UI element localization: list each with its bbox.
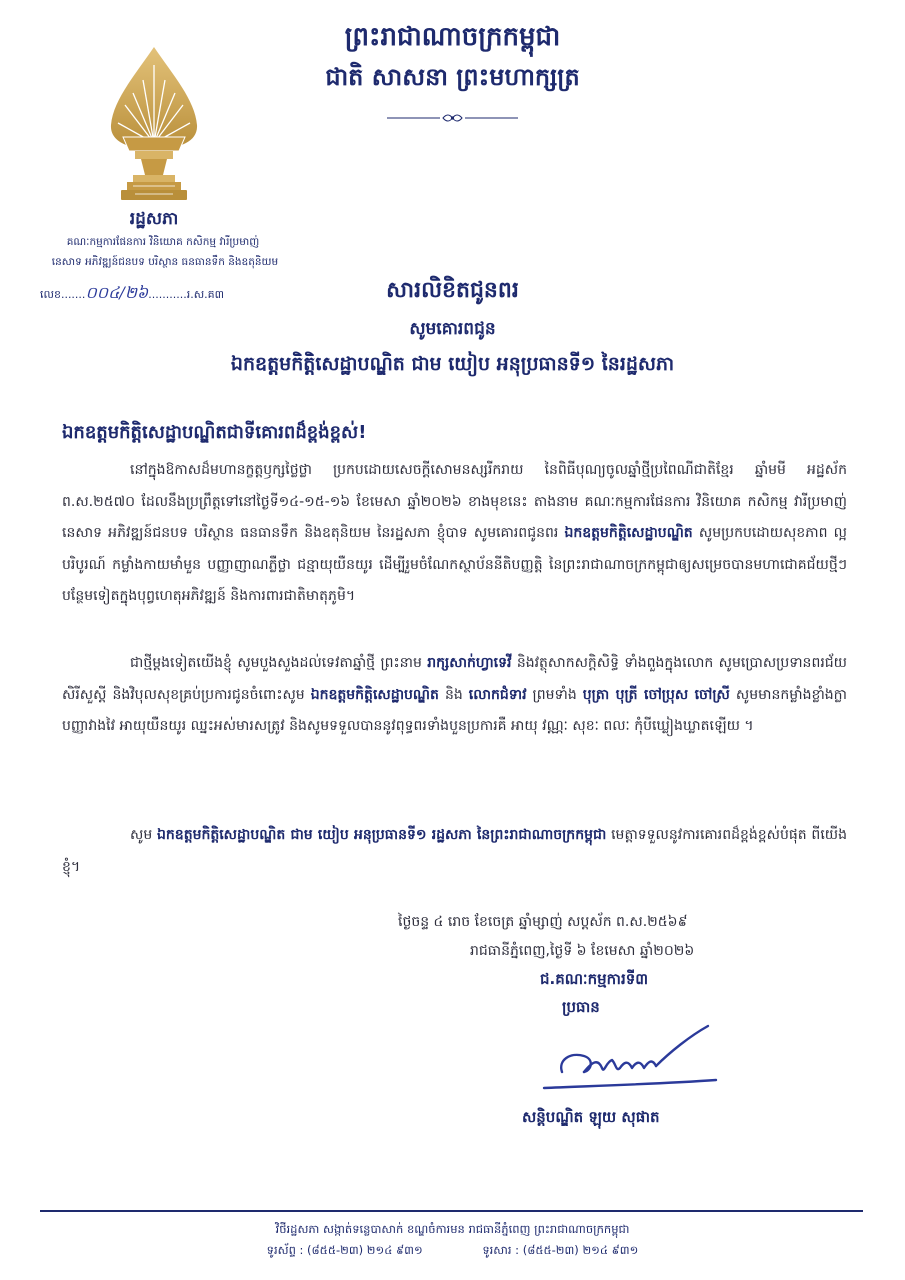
p2-text-e: សូមមានកម្លាំងខ្លាំងក្លា បញ្ញាវាងវៃ អាយុយឺនយូរ ឈ្នះអស់មារសត្រូវ និងសូមទទួលបាននូវពុទ្ធពរទាំងបួនប្រការគឺ អាយុ វណ្ណៈ សុខៈ ពលៈ កុំបីឃ្លៀងឃ្លាតឡើយ ។ (62, 686, 848, 734)
lunar-date: ថ្ងៃចន្ទ ៤ រោច ខែចេត្រ ឆ្នាំម្សាញ់ សប្តស័ក ព.ស.២៥៦៩ (398, 914, 688, 930)
paragraph-2 (62, 648, 847, 743)
p2-bold-1: រាក្សសាក់ហ្វាទេវី (427, 655, 512, 671)
institution-name: រដ្ឋសភា (129, 209, 179, 229)
national-assembly-emblem-icon (105, 45, 203, 205)
paragraph-1 (62, 455, 847, 613)
p2-bold-3: លោកជំទាវ (468, 686, 527, 703)
signatory-role: ប្រធាន (562, 998, 600, 1016)
paragraph-3 (62, 820, 847, 883)
committee-name-line2: នេសាទ អភិវឌ្ឍន៍ជនបទ បរិស្ថាន ធនធានទឹក និងឧតុនិយម (51, 256, 279, 268)
footer-phone: ទូរស័ព្ទ : (៨៥៥-២៣) ២១៤ ៩៣១ (266, 1243, 423, 1257)
national-motto: ជាតិ សាសនា ព្រះមហាក្សត្រ (325, 63, 580, 91)
signatory-title: ជ.គណៈកម្មការទី៣ (540, 970, 649, 988)
salutation: ឯកឧត្តមកិត្តិសេដ្ឋាបណ្ឌិតជាទីគោរពដ៏ខ្ពង់ខ្ពស់! (62, 422, 367, 443)
ref-prefix: លេខ....... (40, 288, 86, 301)
recipient-line: ឯកឧត្តមកិត្តិសេដ្ឋាបណ្ឌិត ជាម យៀប អនុប្រធានទី១ នៃរដ្ឋសភា (230, 353, 675, 375)
footer-contacts (0, 1243, 905, 1260)
p2-bold-4: បុត្រា បុត្រី ចៅប្រុស ចៅស្រី (582, 686, 730, 703)
letter-title: សារលិខិតជូនពរ (386, 278, 519, 303)
ornament-divider-icon (385, 112, 520, 124)
p2-text-a: ជាថ្មីម្ដងទៀតយើងខ្ញុំ សូមបួងសួងដល់ទេវតាឆ្នាំថ្មី ព្រះនាម (130, 655, 428, 671)
p2-bold-2: ឯកឧត្តមកិត្តិសេដ្ឋាបណ្ឌិត (310, 686, 439, 703)
p1-text-b: សូមប្រកបដោយសុខភាព ល្អបរិបូរណ៍ កម្លាំងកាយមាំមួន បញ្ញាញាណភ្លឺថ្លា ជន្មាយុយឺនយូរ ដើម្បីរួមចំណែកស្ថាប័ននីតិបញ្ញត្តិ នៃព្រះរាជាណាចក្រកម្ពុជាឲ្យសម្រេចបានមហាជោគជ័យថ្មីៗ បន្ថែមទៀតក្នុងបុព្វហេតុអភិវឌ្ឍន៍ និងការពារជាតិមាតុភូមិ។ (62, 525, 847, 604)
p3-text-b: មេត្តាទទួលនូវការគោរពដ៏ខ្ពង់ខ្ពស់បំផុត ពីយើងខ្ញុំ។ (62, 827, 847, 875)
solar-date: រាជធានីភ្នំពេញ,ថ្ងៃទី ៦ ខែមេសា ឆ្នាំ២០២៦ (470, 943, 695, 959)
ref-suffix: ...........រ.ស.គ៣ (148, 288, 225, 301)
committee-name-line1: គណៈកម្មការផែនការ វិនិយោគ កសិកម្ម វារីប្រមាញ់ (66, 236, 260, 248)
respect-line: សូមគោរពជូន (409, 319, 496, 339)
ref-handwritten-number: ០០៤/២៦ (85, 283, 149, 302)
footer-address: វិថីរដ្ឋសភា សង្កាត់ទន្លេបាសាក់ ខណ្ឌចំការមន រាជធានីភ្នំពេញ ព្រះរាជាណាចក្រកម្ពុជា (275, 1222, 630, 1236)
p1-text-a: នៅក្នុងឱកាសដ៏មហានក្ខត្តឫក្សថ្លៃថ្លា ប្រកបដោយសេចក្ដីសោមនស្សរីករាយ នៃពិធីបុណ្យចូលឆ្នាំថ្មីប្រពៃណីជាតិខ្មែរ ឆ្នាំមមី អដ្ឋស័ក ព.ស.២៥៧០ ដែលនឹងប្រព្រឹត្តទៅនៅថ្ងៃទី១៤-១៥-១៦ ខែមេសា ឆ្នាំ២០២៦ ខាងមុខនេះ តាងនាម គណៈកម្មការផែនការ វិនិយោគ កសិកម្ម វារីប្រមាញ់ នេសាទ អភិវឌ្ឍន៍ជនបទ បរិស្ថាន ធនធានទឹក និងឧតុនិយម នៃរដ្ឋសភា ខ្ញុំបាទ សូមគោរពជូនពរ (62, 462, 847, 541)
handwritten-signature-icon (540, 1022, 720, 1097)
footer-fax: ទូរសារ : (៨៥៥-២៣) ២១៤ ៩៣១ (482, 1243, 639, 1257)
p1-bold: ឯកឧត្តមកិត្តិសេដ្ឋាបណ្ឌិត (564, 525, 693, 541)
p2-text-c: និង (438, 686, 469, 703)
p3-bold: ឯកឧត្តមកិត្តិសេដ្ឋាបណ្ឌិត ជាម យៀប អនុប្រធានទី១ រដ្ឋសភា នៃព្រះរាជាណាចក្រកម្ពុជា (157, 827, 607, 843)
p2-text-d: ព្រមទាំង (526, 686, 583, 703)
p3-text-a: សូម (130, 827, 158, 843)
p2-text-b: និងវត្ថុសាកសក្តិសិទ្ធិ ទាំងពួងក្នុងលោក សូមប្រោសប្រទានពរជ័យ សិរីសួស្ដី និងវិបុលសុខគ្រប់ប្រការជូនចំពោះសូម (62, 655, 847, 703)
footer-divider (40, 1210, 863, 1212)
kingdom-title: ព្រះរាជាណាចក្រកម្ពុជា (344, 22, 561, 52)
signatory-name: សន្តិបណ្ឌិត ឡុយ សុផាត (522, 1108, 660, 1126)
